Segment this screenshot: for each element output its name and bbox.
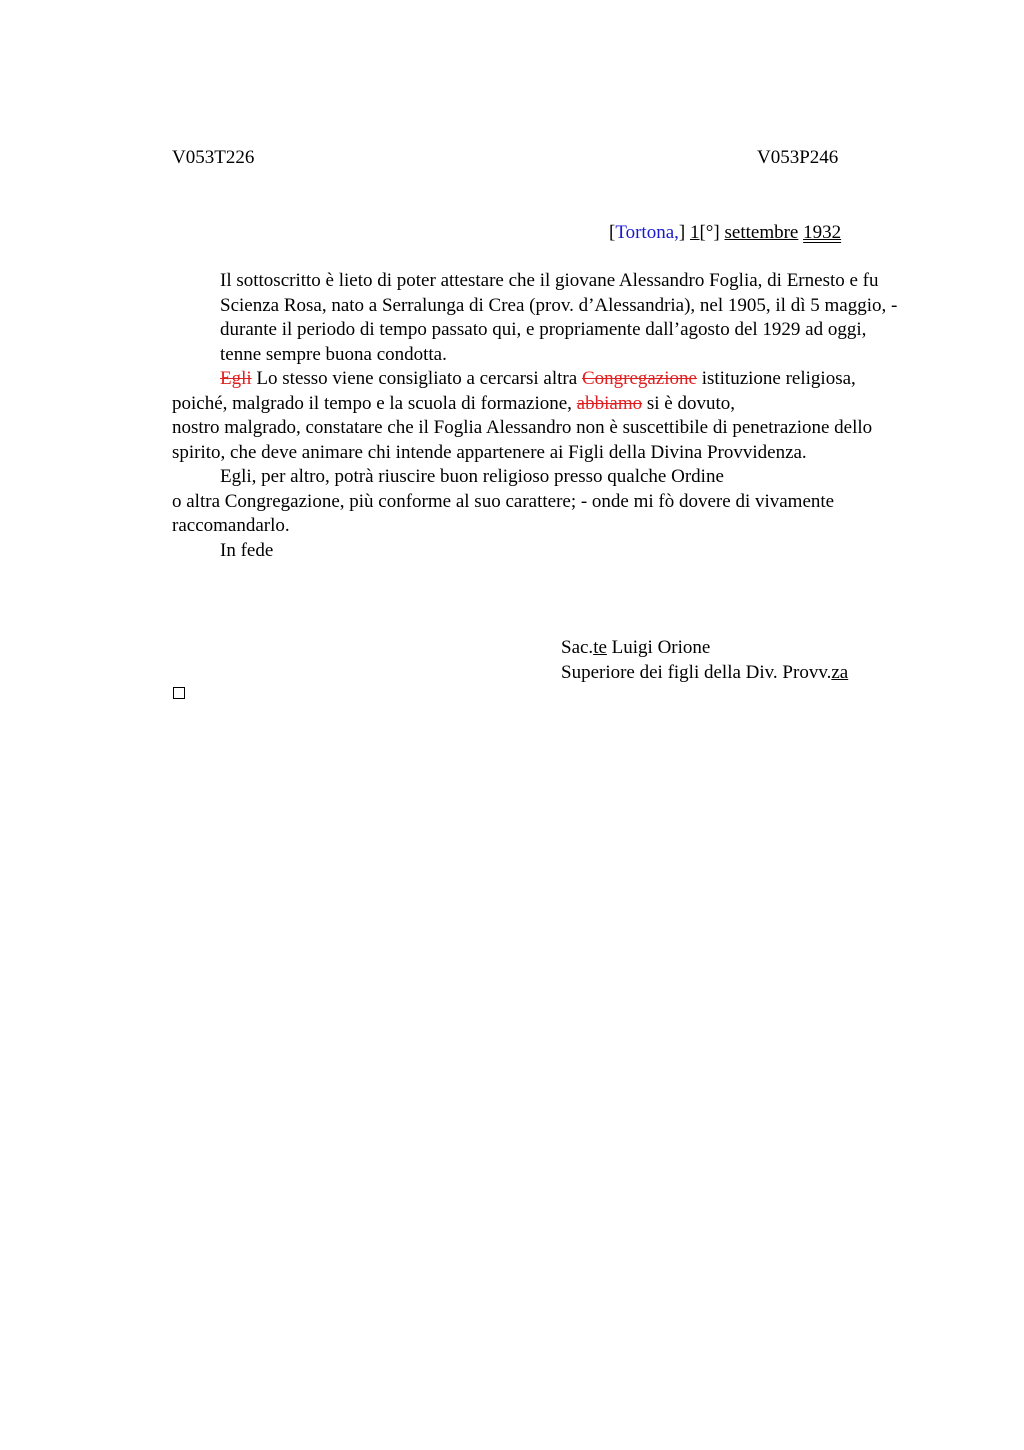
date-line bbox=[609, 221, 841, 246]
signature-role: Superiore dei figli della Div. Provv. bbox=[561, 662, 832, 683]
signature-role-line bbox=[561, 661, 848, 686]
deleted-word-egli: Egli bbox=[220, 368, 252, 389]
signature-name-line bbox=[561, 636, 710, 661]
paragraph-2 bbox=[172, 367, 902, 392]
paragraph-3-text-a: poiché, malgrado il tempo e la scuola di formazione, bbox=[172, 392, 572, 414]
date-day: 1 bbox=[689, 222, 700, 243]
date-close-bracket: ] bbox=[678, 222, 686, 243]
paragraph-5: Egli, per altro, potrà riuscire buon religioso presso qualche Ordine bbox=[220, 466, 724, 487]
paragraph-2-text-b: istituzione religiosa, bbox=[701, 368, 856, 389]
date-month: settembre bbox=[724, 222, 799, 243]
date-place: Tortona, bbox=[615, 222, 679, 243]
paragraph-1: Il sottoscritto è lieto di poter attestare che il giovane Alessandro Foglia, di Ernesto e fu Scienza Rosa, nato a Serralunga di Crea (prov. d’Alessandria), nel 1905, il dì 5 maggio, - durante il periodo di tempo passato qui, e propriamente dall’agosto del 1929 ad oggi, tenne sempre buona condotta. bbox=[220, 270, 898, 365]
signature-role-sup: za bbox=[831, 662, 849, 683]
signature-title-sup: te bbox=[593, 637, 607, 658]
paragraph-3-text-b: si è dovuto, bbox=[646, 392, 735, 414]
deleted-word-abbiamo: abbiamo bbox=[576, 392, 643, 414]
date-year: 1932 bbox=[803, 222, 842, 243]
letter-body bbox=[172, 269, 902, 563]
paragraph-4: nostro malgrado, constatare che il Foglia Alessandro non è suscettibile di penetrazione dello spirito, che deve animare chi intende appartenere ai Figli della Divina Provvidenza. bbox=[172, 417, 873, 463]
paragraph-3 bbox=[172, 392, 902, 417]
signature-title: Sac. bbox=[561, 637, 594, 658]
header-left-code: V053T226 bbox=[172, 147, 255, 168]
paragraph-2-text-a: Lo stesso viene consigliato a cercarsi altra bbox=[256, 368, 578, 389]
signature-name: Luigi Orione bbox=[611, 637, 711, 658]
header-right-code: V053P246 bbox=[757, 147, 839, 168]
date-open-bracket: [ bbox=[609, 222, 616, 243]
date-day-sup: [°] bbox=[699, 222, 720, 243]
closing-in-fede: In fede bbox=[220, 539, 274, 561]
end-square-mark bbox=[173, 687, 185, 699]
paragraph-6: o altra Congregazione, più conforme al suo carattere; - onde mi fò dovere di vivamente raccomandarlo. bbox=[172, 490, 835, 536]
deleted-word-congregazione: Congregazione bbox=[581, 368, 697, 389]
